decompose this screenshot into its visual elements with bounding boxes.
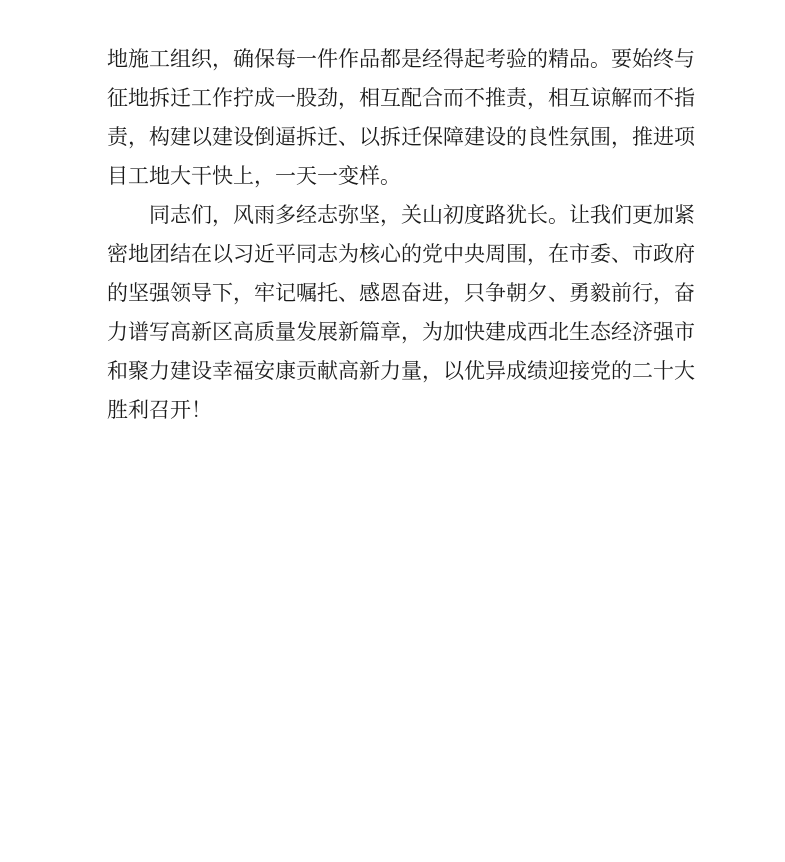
paragraph-closing: 同志们，风雨多经志弥坚，关山初度路犹长。让我们更加紧密地团结在以习近平同志为核心的党中央周围，在市委、市政府的坚强领导下，牢记嘱托、感恩奋进，只争朝夕、勇毅前行，奋力谱写高新区高质量发展新篇章，为加快建成西北生态经济强市和聚力建设幸福安康贡献高新力量，以优异成绩迎接党的二十大胜利召开！: [107, 203, 695, 422]
paragraph-continuation: 地施工组织，确保每一件作品都是经得起考验的精品。要始终与征地拆迁工作拧成一股劲，相互配合而不推责，相互谅解而不指责，构建以建设倒逼拆迁、以拆迁保障建设的良性氛围，推进项目工地大干快上，一天一变样。: [107, 47, 695, 188]
document-body: [107, 40, 695, 430]
